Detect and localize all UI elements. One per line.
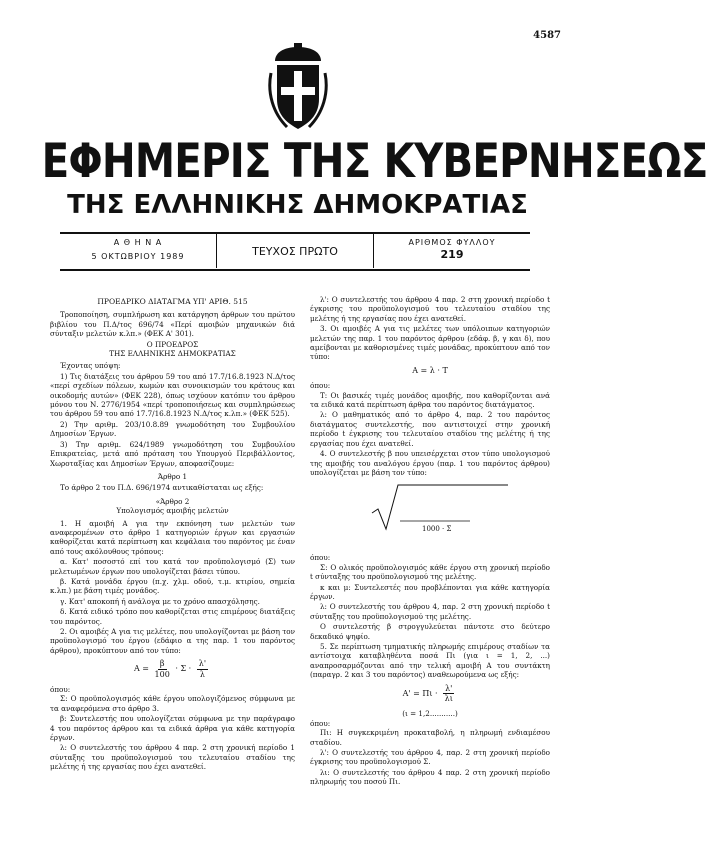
article-2-title: Υπολογισμός αμοιβής μελετών [116,506,229,516]
clause-1a: α. Κατ' ποσοστό επί του κατά τον προϋπολογισμό (Σ) των μελετωμένων έργων που υπολογίζεται βάσει τύπου. [50,557,295,576]
formula-fraction-beta: $\frac{\beta}{100}$ [154,659,170,679]
definition-lambda-prime: λ': Ο συντελεστής του άρθρου 4 παρ. 2 στη χρονική περίοδο t έγκρισης του προϋπολογισμού του τελευταίου σταδίου της μελέτης ή της εργασίας που έχει ανατεθεί. [310,295,550,323]
sheet-number-cell [374,234,530,268]
decree-description: Τροποποίηση, συμπλήρωση και κατάργηση άρθρων του πρώτου βιβλίου του Π.Δ/τος 696/74 «Περί αμοιβών μηχανικών διά σύνταξιν μελετών κ.λπ.» (ΦΕΚ Α' 301). [50,310,295,339]
formula-lhs: A = [133,664,149,674]
unit-price-formula: A = λ · T [412,365,448,375]
clause-3: 3. Οι αμοιβές Α για τις μελέτες των υπόλοιπων κατηγοριών μελετών της παρ. 1 του παρόντος άρθρου (εδάφ. β, γ και δ), που αμείβονται με καθορισμένες τιμές μονάδας, προκύπτουν από τον τύπο: [310,324,550,362]
sheet-number: 219 [440,248,464,261]
left-column [50,295,295,773]
clause-2: 2. Οι αμοιβές Α για τις μελέτες, που υπολογίζονται με βάση τον προϋπολογισμό του έργου (εδάφιο α της παρ. 1 του παρόντος άρθρου), προκύπτουν από τον τύπο: [50,627,295,655]
definition-k-mu: κ και μ: Συντελεστές που προβλέπονται για κάθε κατηγορία έργων. [310,582,550,601]
article-2-heading: «Άρθρο 2 [155,496,190,506]
definition-beta: β: Συντελεστής που υπολογίζεται σύμφωνα με την παράγραφο 4 του παρόντος άρθρου και τα ειδικά άρθρα για κάθε κατηγορία έργων. [50,714,295,743]
beta-formula [310,483,550,545]
city-label: Α Θ Η Ν Α [113,238,163,247]
clause-1d: δ. Κατά ειδικό τρόπο που καθορίζεται στις επιμέρους διατάξεις του παρόντος. [50,607,295,626]
clause-1c: γ. Κατ' αποκοπή ή ανάλογα με το χρόνο απασχόλησης. [60,596,260,606]
formula-sigma: · Σ · [175,664,192,674]
gazette-title: ΕΦΗΜΕΡΙΣ ΤΗΣ ΚΥΒΕΡΝΗΣΕΩΣ [41,134,708,189]
gazette-subtitle: ΤΗΣ ΕΛΛΗΝΙΚΗΣ ΔΗΜΟΚΡΑΤΙΑΣ [67,190,528,220]
definition-lambda-2: λ: Ο μαθηματικός από το άρθρο 4, παρ. 2 του παρόντος διατάγματος συντελεστής, που αντιστοιχεί στην χρονική περίοδο t έγκρισης του τελευταίου σταδίου της μελέτης ή της εργασίας που έχει ανατεθεί. [310,410,550,448]
considering-text: Έχοντας υπόψη: [60,361,121,371]
where-label-2: όπου: [310,381,331,391]
definition-sigma: Σ: Ο προϋπολογισμός κάθε έργου υπολογιζόμενος σύμφωνα με τα αναφερόμενα στο άρθρο 3. [50,694,295,713]
article-1-heading: Άρθρο 1 [157,471,188,481]
definition-lambda-i: λι: Ο συντελεστής του άρθρου 4 παρ. 2 στη χρονική περίοδο πληρωμής του ποσού Πι. [310,767,550,787]
issue-type-label: ΤΕΥΧΟΣ ΠΡΩΤΟ [252,244,338,258]
adjustment-lhs: Α' = Πι · [402,688,438,698]
definition-lambda-prime-2: λ': Ο συντελεστής του άρθρου 4, παρ. 2 στη χρονική περίοδο έγκρισης του προϋπολογισμού Σ. [310,748,550,767]
article-1-text: Το άρθρο 2 του Π.Δ. 696/1974 αντικαθίσταται ως εξής: [60,483,264,493]
president-heading-2: ΤΗΣ ΕΛΛΗΝΙΚΗΣ ΔΗΜΟΚΡΑΤΙΑΣ [109,349,236,359]
clause-1b: β. Κατά μονάδα έργου (π.χ. χλμ. οδού, τ.μ. κτιρίου, σημεία κ.λπ.) με βάση τιμές μονάδος. [50,576,295,596]
issue-info-box [60,234,530,268]
decree-title: ΠΡΟΕΔΡΙΚΟ ΔΙΑΤΑΓΜΑ ΥΠ' ΑΡΙΘ. 515 [97,297,248,306]
clause-4: 4. Ο συντελεστής β που υπεισέρχεται στον τύπο υπολογισμού της αμοιβής του αναλόγου έργου (παρ. 1 του παρόντος άρθρου) υπολογίζεται με βάση τον τύπο: [310,449,550,477]
where-label-4: όπου: [310,718,331,728]
paragraph-1: 1) Τις διατάξεις του άρθρου 59 του από 17.7/16.8.1923 Ν.Δ/τος «περί σχεδίων πόλεων, κωμών και συνοικισμών του κράτους και οικοδομής αυτών» (ΦΕΚ 228), όπως ισχύουν κατόπιν του άρθρου μόνου του Ν. 2776/1954 «περί τροποποιήσεως και συμπληρώσεως του άρθρου 59 του από 17.7/16.8.1923 Ν.Δ/τος κ.λπ.» (ΦΕΚ 525). [50,371,295,419]
coat-of-arms-emblem [267,43,329,133]
where-label-3: όπου: [310,553,331,563]
definition-t: Τ: Οι βασικές τιμές μονάδος αμοιβής, που καθορίζονται ανά τα ειδικά κατά περίπτωση άρθρα του παρόντος διατάγματος. [310,390,550,410]
page-number: 4587 [533,30,561,41]
definition-total-budget: Σ: Ο ολικός προϋπολογισμός κάθε έργου στη χρονική περίοδο t σύνταξης του προϋπολογισμού της μελέτης. [310,562,550,582]
definition-lambda-3: λ: Ο συντελεστής του άρθρου 4, παρ. 2 στη χρονική περίοδο t σύνταξης του προϋπολογισμού της μελέτης. [310,602,550,621]
fee-formula [50,659,295,679]
rounding-note: Ο συντελεστής β στρογγυλεύεται πάντοτε στο δεύτερο δεκαδικό ψηφίο. [310,622,550,641]
right-column [310,295,550,788]
definition-lambda: λ: Ο συντελεστής του άρθρου 4 παρ. 2 στη χρονική περίοδο 1 σύνταξης του προϋπολογισμού του τελευταίου σταδίου της μελέτης ή της εργασίας που έχει ανατεθεί. [50,743,295,772]
info-bottom-rule [60,269,530,271]
president-heading-1: Ο ΠΡΟΕΔΡΟΣ [146,339,199,349]
adjustment-range: (ι = 1,2...........) [402,709,458,719]
date-cell [60,234,216,268]
adjustment-formula [310,684,550,704]
adjustment-fraction: $\frac{\lambda'}{\lambda\iota}$ [444,683,453,703]
radical-denominator: 1000 · Σ [422,525,452,534]
where-label: όπου: [50,685,71,695]
issue-date: 5 ΟΚΤΩΒΡΙΟΥ 1989 [91,252,185,261]
formula-fraction-lambda: $\frac{\lambda'}{\lambda}$ [198,659,207,679]
paragraph-2: 2) Την αριθμ. 203/10.8.89 γνωμοδότηση του Συμβουλίου Δημοσίων Έργων. [50,419,295,439]
paragraph-3: 3) Την αριθμ. 624/1989 γνωμοδότηση του Συμβουλίου Επικρατείας, μετά από πρόταση του Υπουργού Περιβάλλοντος, Χωροταξίας και Δημοσίων Έργων, αποφασίζουμε: [50,439,295,468]
issue-type-cell [216,234,374,268]
clause-1: 1. Η αμοιβή Α για την εκπόνηση των μελετών των αναφερομένων στο άρθρο 1 κατηγοριών έργων και εργασιών καθορίζεται κατά περίπτωση και κεφάλαια του παρόντος με έναν από τους ακόλουθους τρόπους: [50,518,295,556]
definition-pi: Πι: Η συγκεκριμένη προκαταβολή, η πληρωμή ενδιαμέσου σταδίου. [310,728,550,747]
clause-5: 5. Σε περίπτωση τμηματικής πληρωμής επιμέρους σταδίων τα αντίστοιχα καταβληθέντα ποσά Πι (για ι = 1, 2, ...) αναπροσαρμόζονται από την τελική αμοιβή Α του συντάκτη (παραγρ. 2 και 3 του παρόντος) αναθεωρούμενα ως εξής: [310,641,550,680]
sheet-number-label: ΑΡΙΘΜΟΣ ΦΥΛΛΟΥ [408,238,496,247]
